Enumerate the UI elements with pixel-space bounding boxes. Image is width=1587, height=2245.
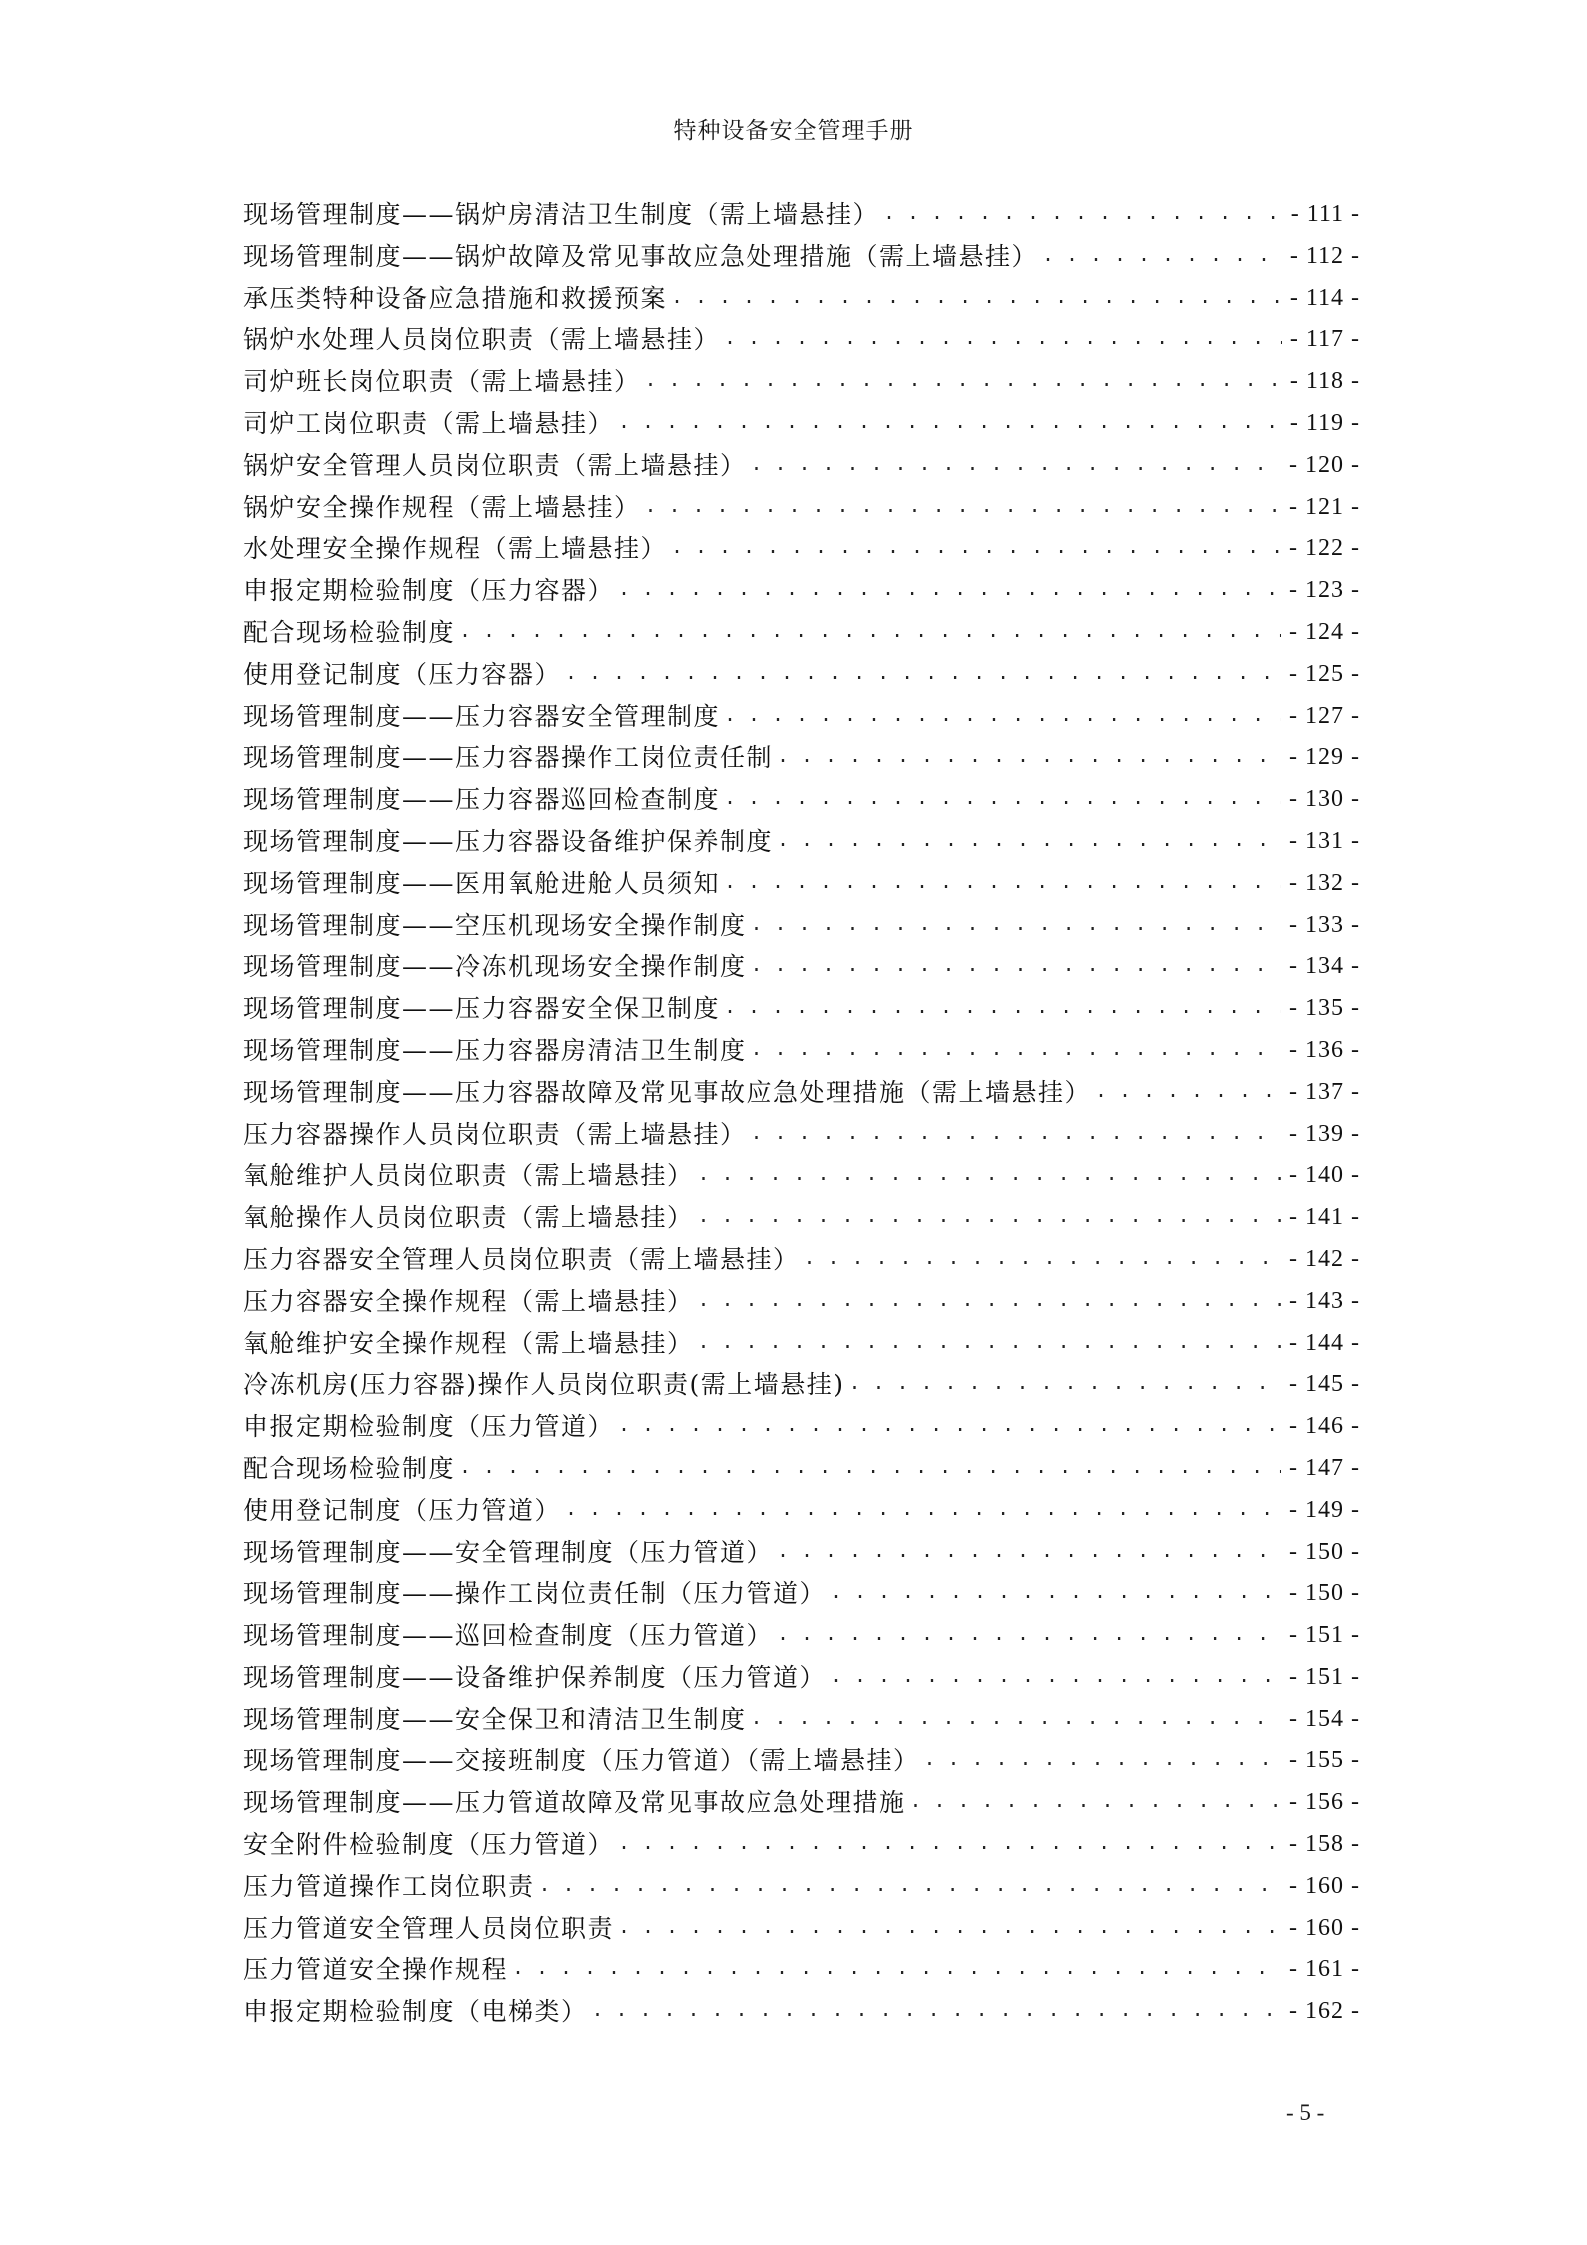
toc-dot-leader bbox=[751, 1114, 1282, 1156]
toc-entry-title: 现场管理制度——交接班制度（压力管道）（需上墙悬挂） bbox=[243, 1746, 920, 1776]
toc-entry-page: - 117 - bbox=[1289, 326, 1360, 353]
toc-dot-leader bbox=[565, 654, 1281, 696]
toc-entry[interactable] bbox=[243, 696, 1360, 738]
toc-entry[interactable] bbox=[243, 278, 1360, 320]
toc-entry[interactable] bbox=[243, 1490, 1360, 1532]
toc-entry-page: - 134 - bbox=[1289, 953, 1360, 980]
toc-entry[interactable] bbox=[243, 403, 1360, 445]
toc-entry[interactable] bbox=[243, 1406, 1360, 1448]
toc-dot-leader bbox=[849, 1364, 1282, 1406]
toc-dot-leader bbox=[724, 696, 1281, 738]
toc-entry[interactable] bbox=[243, 194, 1360, 236]
toc-entry-title: 司炉工岗位职责（需上墙悬挂） bbox=[243, 408, 615, 438]
toc-entry-page: - 146 - bbox=[1289, 1413, 1360, 1440]
toc-entry[interactable] bbox=[243, 1239, 1360, 1281]
toc-entry[interactable] bbox=[243, 1030, 1360, 1072]
toc-entry-page: - 150 - bbox=[1289, 1580, 1360, 1607]
toc-entry-page: - 147 - bbox=[1289, 1454, 1360, 1481]
toc-entry-title: 压力容器安全操作规程（需上墙悬挂） bbox=[243, 1286, 694, 1316]
toc-entry[interactable] bbox=[243, 1699, 1360, 1741]
toc-dot-leader bbox=[459, 1448, 1281, 1490]
toc-entry-title: 现场管理制度——空压机现场安全操作制度 bbox=[243, 910, 747, 940]
toc-entry-page: - 131 - bbox=[1289, 827, 1360, 854]
toc-entry[interactable] bbox=[243, 1323, 1360, 1365]
toc-entry-title: 申报定期检验制度（压力容器） bbox=[243, 576, 615, 606]
toc-dot-leader bbox=[618, 570, 1281, 612]
toc-entry-page: - 127 - bbox=[1289, 702, 1360, 729]
toc-dot-leader bbox=[698, 1197, 1282, 1239]
toc-entry[interactable] bbox=[243, 1991, 1360, 2033]
toc-entry[interactable] bbox=[243, 1072, 1360, 1114]
toc-dot-leader bbox=[751, 905, 1282, 947]
toc-dot-leader bbox=[671, 528, 1281, 570]
toc-entry-page: - 125 - bbox=[1289, 660, 1360, 687]
toc-entry-title: 现场管理制度——压力容器巡回检查制度 bbox=[243, 785, 721, 815]
toc-entry-title: 现场管理制度——压力容器房清洁卫生制度 bbox=[243, 1035, 747, 1065]
toc-entry-title: 现场管理制度——安全管理制度（压力管道） bbox=[243, 1537, 774, 1567]
toc-dot-leader bbox=[698, 1281, 1282, 1323]
toc-entry-page: - 144 - bbox=[1289, 1329, 1360, 1356]
toc-entry-title: 现场管理制度——压力容器操作工岗位责任制 bbox=[243, 743, 774, 773]
toc-entry-page: - 161 - bbox=[1289, 1956, 1360, 1983]
toc-entry-page: - 118 - bbox=[1289, 368, 1360, 395]
toc-entry[interactable] bbox=[243, 1782, 1360, 1824]
toc-dot-leader bbox=[724, 988, 1281, 1030]
toc-entry-page: - 136 - bbox=[1289, 1036, 1360, 1063]
toc-dot-leader bbox=[724, 319, 1282, 361]
toc-dot-leader bbox=[592, 1991, 1282, 2033]
toc-dot-leader bbox=[618, 1406, 1281, 1448]
toc-dot-leader bbox=[618, 1824, 1281, 1866]
toc-dot-leader bbox=[751, 1699, 1282, 1741]
toc-entry[interactable] bbox=[243, 487, 1360, 529]
toc-entry-title: 现场管理制度——压力容器设备维护保养制度 bbox=[243, 826, 774, 856]
toc-entry-title: 申报定期检验制度（压力管道） bbox=[243, 1412, 615, 1442]
toc-entry-page: - 150 - bbox=[1289, 1538, 1360, 1565]
toc-entry-title: 氧舱操作人员岗位职责（需上墙悬挂） bbox=[243, 1203, 694, 1233]
toc-entry-page: - 156 - bbox=[1289, 1789, 1360, 1816]
toc-entry-page: - 111 - bbox=[1290, 201, 1360, 227]
toc-entry-page: - 154 - bbox=[1289, 1705, 1360, 1732]
toc-entry-title: 压力容器操作人员岗位职责（需上墙悬挂） bbox=[243, 1119, 747, 1149]
toc-dot-leader bbox=[459, 612, 1281, 654]
toc-entry[interactable] bbox=[243, 779, 1360, 821]
toc-dot-leader bbox=[671, 278, 1282, 320]
toc-dot-leader bbox=[777, 737, 1281, 779]
toc-entry-title: 现场管理制度——压力容器安全保卫制度 bbox=[243, 994, 721, 1024]
toc-entry-title: 压力容器安全管理人员岗位职责（需上墙悬挂） bbox=[243, 1244, 800, 1274]
toc-entry-page: - 155 - bbox=[1289, 1747, 1360, 1774]
toc-entry-page: - 145 - bbox=[1289, 1371, 1360, 1398]
toc-entry-page: - 124 - bbox=[1289, 618, 1360, 645]
toc-entry[interactable] bbox=[243, 1573, 1360, 1615]
toc-dot-leader bbox=[539, 1866, 1282, 1908]
toc-entry-page: - 139 - bbox=[1289, 1120, 1360, 1147]
toc-dot-leader bbox=[751, 1030, 1282, 1072]
toc-entry[interactable] bbox=[243, 1866, 1360, 1908]
toc-dot-leader bbox=[751, 946, 1282, 988]
toc-entry[interactable] bbox=[243, 1949, 1360, 1991]
toc-entry[interactable] bbox=[243, 1364, 1360, 1406]
toc-dot-leader bbox=[618, 1908, 1281, 1950]
toc-entry-page: - 122 - bbox=[1289, 535, 1360, 562]
toc-dot-leader bbox=[645, 361, 1282, 403]
toc-entry[interactable] bbox=[243, 1155, 1360, 1197]
toc-entry-page: - 149 - bbox=[1289, 1496, 1360, 1523]
toc-entry-page: - 133 - bbox=[1289, 911, 1360, 938]
page-number: - 5 - bbox=[1286, 2100, 1325, 2125]
toc-entry-page: - 158 - bbox=[1289, 1831, 1360, 1858]
toc-entry-page: - 130 - bbox=[1289, 786, 1360, 813]
toc-entry-title: 压力管道安全管理人员岗位职责 bbox=[243, 1913, 615, 1943]
toc-dot-leader bbox=[1095, 1072, 1281, 1114]
toc-dot-leader bbox=[698, 1323, 1282, 1365]
running-header: 特种设备安全管理手册 bbox=[673, 118, 914, 144]
toc-dot-leader bbox=[751, 445, 1282, 487]
toc-entry-page: - 160 - bbox=[1289, 1872, 1360, 1899]
toc-dot-leader bbox=[804, 1239, 1282, 1281]
toc-dot-leader bbox=[1042, 236, 1282, 278]
toc-entry[interactable] bbox=[243, 1448, 1360, 1490]
toc-entry[interactable] bbox=[243, 946, 1360, 988]
toc-entry-page: - 162 - bbox=[1289, 1998, 1360, 2025]
toc-entry-title: 现场管理制度——压力容器安全管理制度 bbox=[243, 701, 721, 731]
toc-entry-page: - 112 - bbox=[1289, 242, 1360, 269]
toc-dot-leader bbox=[830, 1573, 1281, 1615]
toc-entry[interactable] bbox=[243, 654, 1360, 696]
toc-dot-leader bbox=[777, 1615, 1281, 1657]
toc-entry[interactable] bbox=[243, 737, 1360, 779]
toc-entry[interactable] bbox=[243, 361, 1360, 403]
toc-entry-page: - 132 - bbox=[1289, 869, 1360, 896]
toc-dot-leader bbox=[883, 194, 1283, 236]
toc-entry-title: 锅炉水处理人员岗位职责（需上墙悬挂） bbox=[243, 325, 721, 355]
toc-dot-leader bbox=[645, 487, 1282, 529]
toc-entry[interactable] bbox=[243, 445, 1360, 487]
toc-entry[interactable] bbox=[243, 1197, 1360, 1239]
toc-dot-leader bbox=[724, 863, 1281, 905]
toc-entry-title: 现场管理制度——安全保卫和清洁卫生制度 bbox=[243, 1704, 747, 1734]
toc-dot-leader bbox=[830, 1657, 1281, 1699]
toc-entry[interactable] bbox=[243, 319, 1360, 361]
table-of-contents bbox=[243, 194, 1360, 2033]
toc-entry-title: 配合现场检验制度 bbox=[243, 1453, 456, 1483]
toc-entry[interactable] bbox=[243, 1824, 1360, 1866]
toc-dot-leader bbox=[777, 1532, 1281, 1574]
toc-entry-page: - 143 - bbox=[1289, 1287, 1360, 1314]
toc-entry[interactable] bbox=[243, 1281, 1360, 1323]
toc-entry-page: - 114 - bbox=[1289, 284, 1360, 311]
toc-entry-title: 现场管理制度——医用氧舱进舱人员须知 bbox=[243, 868, 721, 898]
toc-entry-page: - 123 - bbox=[1289, 577, 1360, 604]
toc-entry[interactable] bbox=[243, 528, 1360, 570]
toc-entry-page: - 160 - bbox=[1289, 1914, 1360, 1941]
toc-entry-title: 现场管理制度——巡回检查制度（压力管道） bbox=[243, 1621, 774, 1651]
toc-entry[interactable] bbox=[243, 570, 1360, 612]
toc-dot-leader bbox=[924, 1740, 1282, 1782]
toc-entry-title: 水处理安全操作规程（需上墙悬挂） bbox=[243, 534, 668, 564]
toc-entry[interactable] bbox=[243, 612, 1360, 654]
toc-dot-leader bbox=[618, 403, 1282, 445]
toc-entry-title: 安全附件检验制度（压力管道） bbox=[243, 1830, 615, 1860]
toc-entry[interactable] bbox=[243, 1740, 1360, 1782]
toc-entry-title: 现场管理制度——压力管道故障及常见事故应急处理措施 bbox=[243, 1788, 906, 1818]
toc-entry-title: 现场管理制度——压力容器故障及常见事故应急处理措施（需上墙悬挂） bbox=[243, 1077, 1092, 1107]
toc-entry[interactable] bbox=[243, 863, 1360, 905]
toc-entry-title: 压力管道安全操作规程 bbox=[243, 1955, 509, 1985]
toc-entry-title: 使用登记制度（压力容器） bbox=[243, 659, 562, 689]
toc-entry[interactable] bbox=[243, 905, 1360, 947]
toc-entry-page: - 141 - bbox=[1289, 1204, 1360, 1231]
toc-entry-title: 现场管理制度——冷冻机现场安全操作制度 bbox=[243, 952, 747, 982]
toc-entry-page: - 142 - bbox=[1289, 1245, 1360, 1272]
toc-entry[interactable] bbox=[243, 1615, 1360, 1657]
toc-entry-title: 压力管道操作工岗位职责 bbox=[243, 1871, 535, 1901]
toc-entry-title: 现场管理制度——操作工岗位责任制（压力管道） bbox=[243, 1579, 827, 1609]
toc-entry[interactable] bbox=[243, 1657, 1360, 1699]
toc-entry-title: 配合现场检验制度 bbox=[243, 617, 456, 647]
toc-entry-title: 使用登记制度（压力管道） bbox=[243, 1495, 562, 1525]
toc-entry[interactable] bbox=[243, 1114, 1360, 1156]
toc-entry-page: - 121 - bbox=[1289, 493, 1360, 520]
toc-dot-leader bbox=[724, 779, 1281, 821]
toc-dot-leader bbox=[910, 1782, 1282, 1824]
toc-entry-page: - 151 - bbox=[1289, 1663, 1360, 1690]
toc-entry-title: 现场管理制度——锅炉房清洁卫生制度（需上墙悬挂） bbox=[243, 200, 880, 229]
toc-entry-page: - 119 - bbox=[1289, 409, 1360, 436]
toc-entry[interactable] bbox=[243, 1908, 1360, 1950]
toc-entry-page: - 129 - bbox=[1289, 744, 1360, 771]
toc-entry-page: - 151 - bbox=[1289, 1622, 1360, 1649]
toc-entry-title: 冷冻机房(压力容器)操作人员岗位职责(需上墙悬挂) bbox=[243, 1370, 845, 1400]
toc-dot-leader bbox=[698, 1155, 1282, 1197]
toc-entry-page: - 137 - bbox=[1289, 1078, 1360, 1105]
toc-entry-title: 申报定期检验制度（电梯类） bbox=[243, 1997, 588, 2027]
toc-entry-title: 司炉班长岗位职责（需上墙悬挂） bbox=[243, 367, 641, 397]
toc-entry-title: 承压类特种设备应急措施和救援预案 bbox=[243, 283, 668, 313]
toc-entry-page: - 120 - bbox=[1289, 451, 1360, 478]
toc-dot-leader bbox=[777, 821, 1281, 863]
toc-entry-title: 氧舱维护安全操作规程（需上墙悬挂） bbox=[243, 1328, 694, 1358]
toc-entry-page: - 135 - bbox=[1289, 995, 1360, 1022]
toc-entry[interactable] bbox=[243, 1532, 1360, 1574]
toc-dot-leader bbox=[565, 1490, 1281, 1532]
toc-entry-title: 锅炉安全操作规程（需上墙悬挂） bbox=[243, 492, 641, 522]
toc-entry-title: 现场管理制度——锅炉故障及常见事故应急处理措施（需上墙悬挂） bbox=[243, 241, 1039, 271]
toc-entry-title: 氧舱维护人员岗位职责（需上墙悬挂） bbox=[243, 1161, 694, 1191]
toc-entry-page: - 140 - bbox=[1289, 1162, 1360, 1189]
toc-entry[interactable] bbox=[243, 988, 1360, 1030]
toc-entry[interactable] bbox=[243, 236, 1360, 278]
toc-entry-title: 现场管理制度——设备维护保养制度（压力管道） bbox=[243, 1662, 827, 1692]
toc-dot-leader bbox=[512, 1949, 1281, 1991]
toc-entry[interactable] bbox=[243, 821, 1360, 863]
toc-entry-title: 锅炉安全管理人员岗位职责（需上墙悬挂） bbox=[243, 450, 747, 480]
